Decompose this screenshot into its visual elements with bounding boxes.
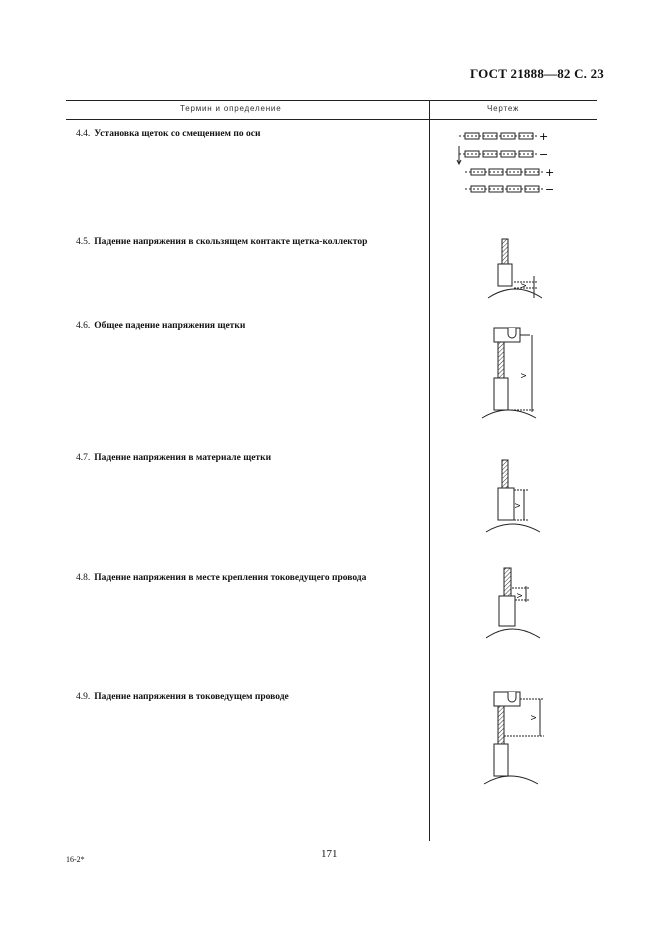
term-row-4-7 [76, 453, 271, 463]
plus-sign: + [545, 166, 555, 179]
voltage-label: V [514, 503, 522, 508]
term-text: Установка щеток со смещением по оси [94, 129, 261, 139]
contact-drop-drawing [480, 236, 550, 302]
term-number: 4.7. [76, 453, 91, 463]
footer-sheet-mark: 16-2* [66, 855, 85, 864]
term-text: Падение напряжения в токоведущем проводе [94, 692, 289, 702]
brush-shift-drawing [455, 128, 565, 200]
term-number: 4.4. [76, 129, 91, 139]
term-row-4-5 [76, 237, 367, 247]
voltage-label: V [520, 283, 528, 288]
term-text: Падение напряжения в скользящем контакте щетка-коллектор [94, 237, 368, 247]
voltage-label: V [520, 373, 528, 378]
term-text: Падение напряжения в материале щетки [94, 453, 272, 463]
material-drop-drawing [482, 456, 552, 538]
page-number: 171 [321, 848, 338, 860]
column-header-drawing: Чертеж [487, 104, 520, 113]
column-header-term: Термин и определение [180, 104, 282, 113]
term-row-4-9 [76, 692, 289, 702]
document-header: ГОСТ 21888—82 С. 23 [470, 66, 604, 81]
voltage-label: V [530, 715, 538, 720]
term-number: 4.9. [76, 692, 91, 702]
table-top-rule [66, 100, 597, 101]
term-row-4-6 [76, 321, 245, 331]
term-number: 4.8. [76, 573, 91, 583]
table-header-rule [66, 119, 597, 120]
term-number: 4.5. [76, 237, 91, 247]
total-drop-drawing [478, 322, 548, 422]
term-number: 4.6. [76, 321, 91, 331]
term-text: Общее падение напряжения щетки [94, 321, 246, 331]
minus-sign: − [545, 183, 555, 196]
minus-sign: − [539, 148, 549, 161]
lead-connection-drop-drawing [482, 562, 552, 642]
term-row-4-8 [76, 573, 366, 583]
voltage-label: V [516, 593, 524, 598]
term-row-4-4 [76, 129, 260, 139]
table-column-divider [429, 100, 430, 841]
plus-sign: + [539, 130, 549, 143]
lead-wire-drop-drawing [482, 686, 552, 786]
term-text: Падение напряжения в месте крепления токоведущего провода [94, 573, 367, 583]
